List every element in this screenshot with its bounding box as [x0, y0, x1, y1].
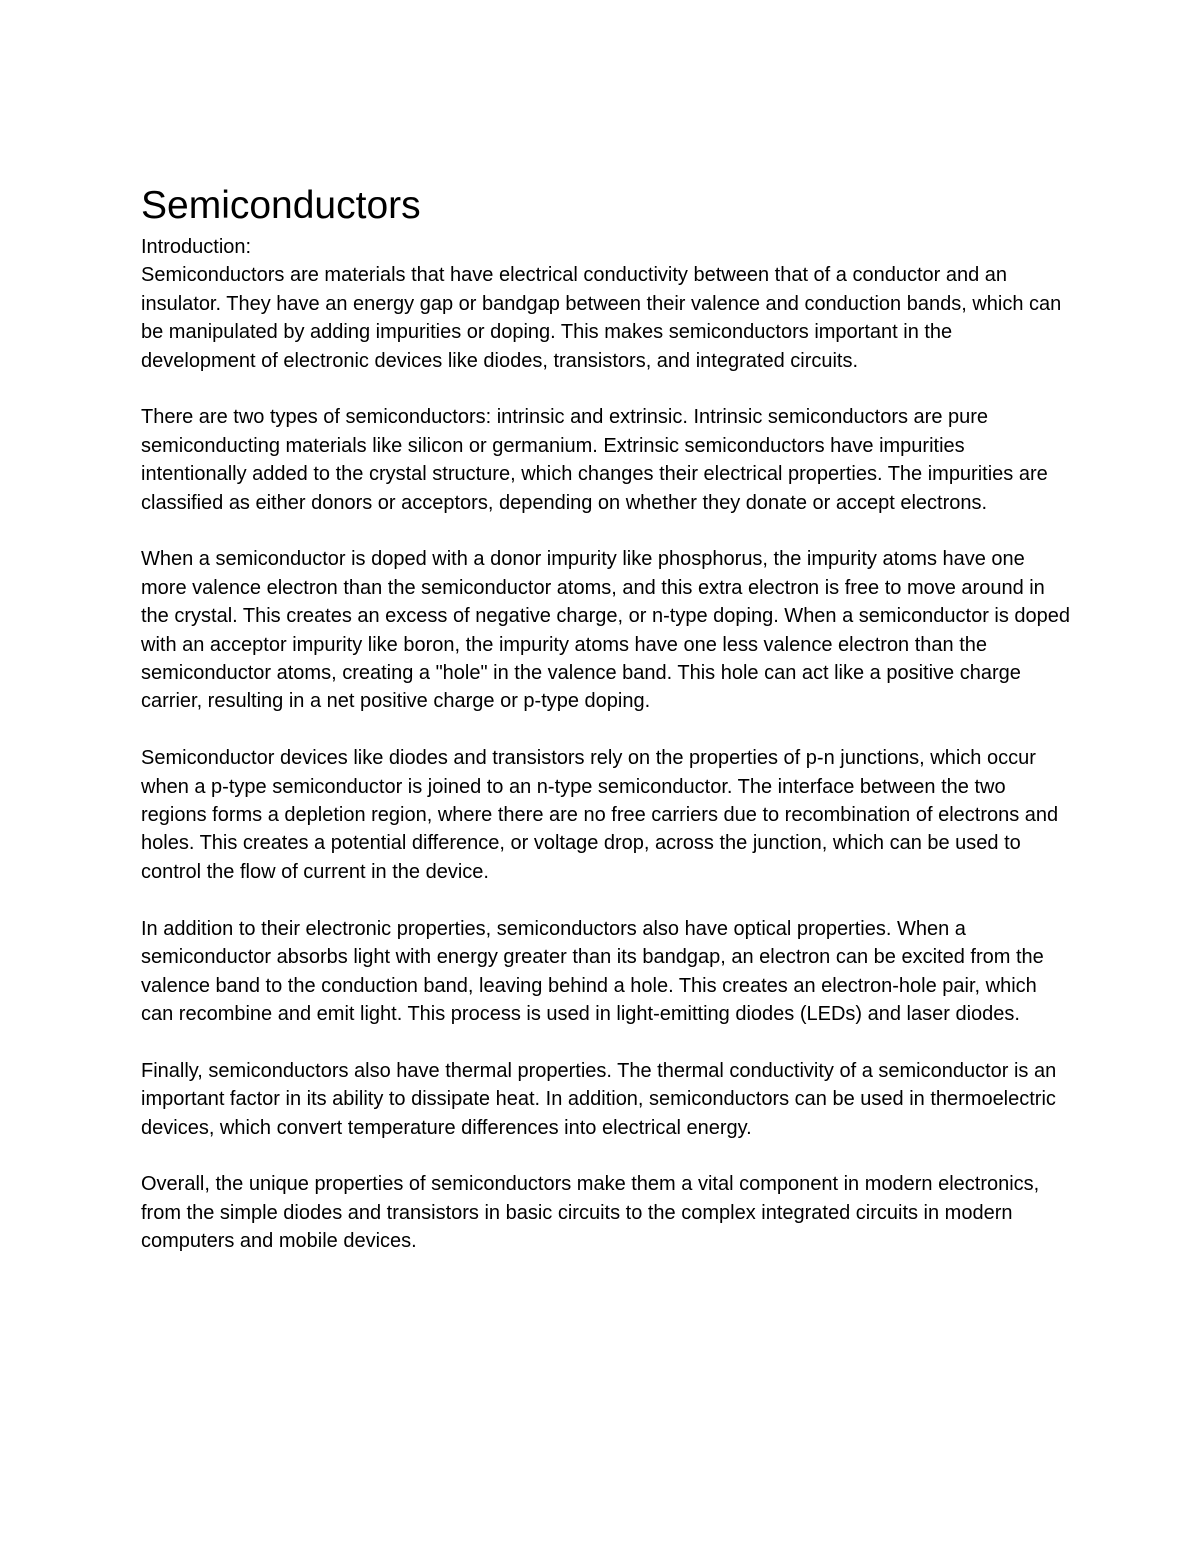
paragraph-thermal-properties: Finally, semiconductors also have thermal properties. The thermal conductivity of a semiconductor is an important factor in its ability to dissipate heat. In addition, semiconductors can be used in thermoelectric devices, which convert temperature differences into electrical energy. [141, 1059, 1057, 1139]
paragraph-optical-properties: In addition to their electronic properties, semiconductors also have optical properties. When a semiconductor absorbs light with energy greater than its bandgap, an electron can be excited from the valence band to the conduction band, leaving behind a hole. This creates an electron-hole pair, which can recombine and emit light. This process is used in light-emitting diodes (LEDs) and laser diodes. [141, 917, 1044, 1025]
paragraph-conclusion: Overall, the unique properties of semiconductors make them a vital component in modern electronics, from the simple diodes and transistors in basic circuits to the complex integrated circuits in modern computers and mobile devices. [141, 1173, 1040, 1253]
paragraph-types: There are two types of semiconductors: intrinsic and extrinsic. Intrinsic semiconductors are pure semiconducting materials like silicon or germanium. Extrinsic semiconductors have impurities intentionally added to the crystal structure, which changes their electrical properties. The impurities are classified as either donors or acceptors, depending on whether they donate or accept electrons. [141, 406, 1048, 514]
introduction-label: Introduction: [141, 236, 252, 258]
page-title: Semiconductors [141, 184, 421, 227]
paragraph-introduction: Semiconductors are materials that have electrical conductivity between that of a conductor and an insulator. They have an energy gap or bandgap between their valence and conduction bands, which can be manipulated by adding impurities or doping. This makes semiconductors important in the development of electronic devices like diodes, transistors, and integrated circuits. [141, 264, 1062, 372]
document-body [141, 181, 1071, 1284]
paragraph-doping: When a semiconductor is doped with a donor impurity like phosphorus, the impurity atoms have one more valence electron than the semiconductor atoms, and this extra electron is free to move around in the crystal. This creates an excess of negative charge, or n-type doping. When a semiconductor is doped with an acceptor impurity like boron, the impurity atoms have one less valence electron than the semiconductor atoms, creating a "hole" in the valence band. This hole can act like a positive charge carrier, resulting in a net positive charge or p-type doping. [141, 548, 1071, 713]
paragraph-pn-junctions: Semiconductor devices like diodes and transistors rely on the properties of p-n junctions, which occur when a p-type semiconductor is joined to an n-type semiconductor. The interface between the two regions forms a depletion region, where there are no free carriers due to recombination of electrons and holes. This creates a potential difference, or voltage drop, across the junction, which can be used to control the flow of current in the device. [141, 747, 1059, 883]
